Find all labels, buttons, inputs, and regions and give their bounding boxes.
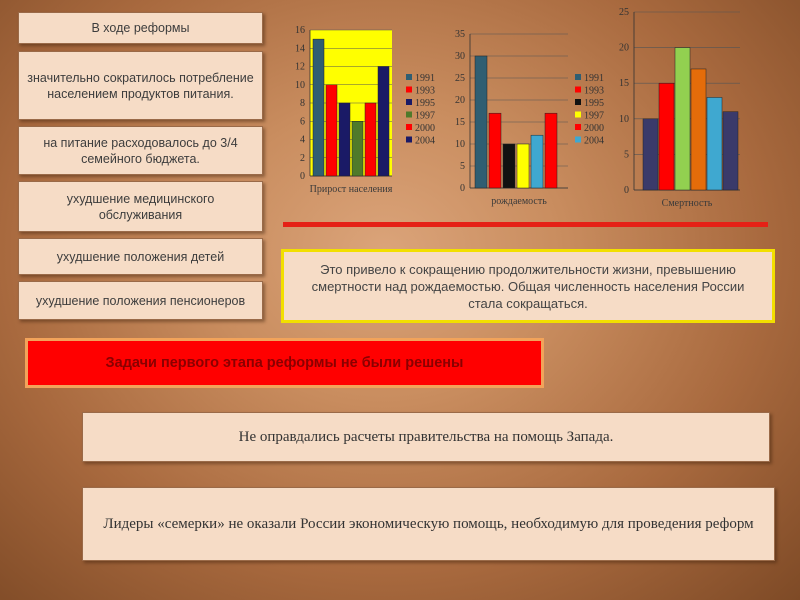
y-tick-label: 6 [300, 116, 305, 128]
legend-label-1993: 1993 [415, 85, 435, 97]
legend-label-1991: 1991 [584, 73, 604, 84]
x-axis-label: Прирост населения [309, 184, 393, 195]
birth-rate-chart [440, 18, 620, 215]
y-tick-label: 0 [624, 185, 629, 196]
bar-1997 [691, 69, 706, 190]
mortality-chart [610, 4, 760, 215]
y-tick-label: 20 [619, 42, 629, 54]
bar-2004 [723, 112, 738, 190]
legend-swatch-2004 [575, 137, 581, 143]
bar-2000 [707, 97, 722, 190]
legend-label-2004: 2004 [415, 135, 435, 147]
legend-label-1997: 1997 [415, 110, 435, 122]
y-tick-label: 14 [295, 43, 305, 55]
legend-swatch-1993 [406, 87, 412, 93]
bar-1991 [643, 119, 658, 190]
separator-line [283, 222, 768, 227]
unsolved-tasks-banner [25, 338, 544, 388]
intro-box [18, 12, 263, 44]
y-tick-label: 25 [619, 7, 629, 18]
y-tick-label: 2 [300, 152, 305, 164]
y-tick-label: 4 [300, 134, 305, 146]
g7-text: Лидеры «семерки» не оказали России экономическую помощь, необходимую для проведения реформ [103, 516, 754, 532]
bar-1993 [326, 85, 337, 176]
legend-swatch-2004 [406, 137, 412, 143]
food-consumption-text: значительно сократилось потребление населением продуктов питания. [27, 70, 254, 101]
y-tick-label: 30 [455, 51, 465, 62]
y-tick-label: 0 [300, 171, 305, 182]
legend-label-1993: 1993 [584, 85, 604, 97]
consequence-note [281, 249, 775, 323]
pensioners-text: ухудшение положения пенсионеров [35, 293, 246, 308]
y-tick-label: 10 [455, 139, 465, 150]
x-axis-label: рождаемость [491, 196, 547, 207]
y-tick-label: 16 [295, 25, 305, 36]
g7-box [82, 487, 775, 561]
west-aid-text: Не оправдались расчеты правительства на помощь Запада. [238, 429, 614, 445]
bar-1991 [313, 39, 324, 176]
legend-swatch-1997 [406, 112, 412, 118]
legend-swatch-1995 [406, 99, 412, 105]
legend-swatch-1991 [406, 74, 412, 80]
medical-care-box [18, 181, 263, 232]
bar-1995 [339, 103, 350, 176]
legend-swatch-2000 [575, 124, 581, 130]
y-tick-label: 20 [455, 95, 465, 106]
bar-1997 [517, 144, 529, 188]
legend-swatch-1991 [575, 74, 581, 80]
bar-2000 [365, 103, 376, 176]
legend-swatch-1995 [575, 99, 581, 105]
y-tick-label: 15 [619, 78, 629, 90]
legend-swatch-1997 [575, 112, 581, 118]
y-tick-label: 5 [460, 161, 465, 172]
legend-label-2000: 2000 [415, 123, 435, 134]
x-axis-label: Смертность [661, 198, 713, 209]
west-aid-box [82, 412, 770, 462]
legend-label-1997: 1997 [584, 110, 604, 122]
children-box [18, 238, 263, 275]
legend-label-1995: 1995 [584, 98, 604, 109]
children-text: ухудшение положения детей [56, 249, 225, 264]
bar-2000 [531, 135, 543, 188]
legend-swatch-2000 [406, 124, 412, 130]
bar-2004 [545, 113, 557, 188]
population-growth-chart [280, 20, 450, 215]
y-tick-label: 0 [460, 183, 465, 194]
bar-2004 [378, 67, 389, 177]
unsolved-tasks-text: Задачи первого этапа реформы не были решены [105, 355, 464, 371]
legend-label-1995: 1995 [415, 98, 435, 109]
pensioners-box [18, 281, 263, 320]
bar-1993 [489, 113, 501, 188]
y-tick-label: 12 [295, 61, 305, 73]
bar-1995 [503, 144, 515, 188]
food-budget-text: на питание расходовалось до 3/4 семейного бюджета. [43, 135, 238, 166]
food-budget-box [18, 126, 263, 175]
y-tick-label: 8 [300, 98, 305, 109]
bar-1993 [659, 83, 674, 190]
y-tick-label: 10 [295, 79, 305, 91]
y-tick-label: 25 [455, 73, 465, 84]
y-tick-label: 15 [455, 117, 465, 128]
legend-label-2000: 2000 [584, 123, 604, 134]
legend-label-1991: 1991 [415, 73, 435, 84]
intro-text: В ходе реформы [91, 21, 190, 35]
legend-label-2004: 2004 [584, 135, 604, 147]
food-consumption-box [18, 51, 263, 120]
legend-swatch-1993 [575, 87, 581, 93]
bar-1995 [675, 48, 690, 190]
bar-1991 [475, 56, 487, 188]
consequence-text: Это привело к сокращению продолжительности жизни, превышению смертности над рождаемостью. Общая численность населения России стала сокращаться. [311, 261, 745, 311]
medical-care-text: ухудшение медицинского обслуживания [66, 191, 215, 222]
y-tick-label: 35 [455, 29, 465, 40]
y-tick-label: 5 [624, 149, 629, 161]
y-tick-label: 10 [619, 113, 629, 125]
bar-1997 [352, 121, 363, 176]
